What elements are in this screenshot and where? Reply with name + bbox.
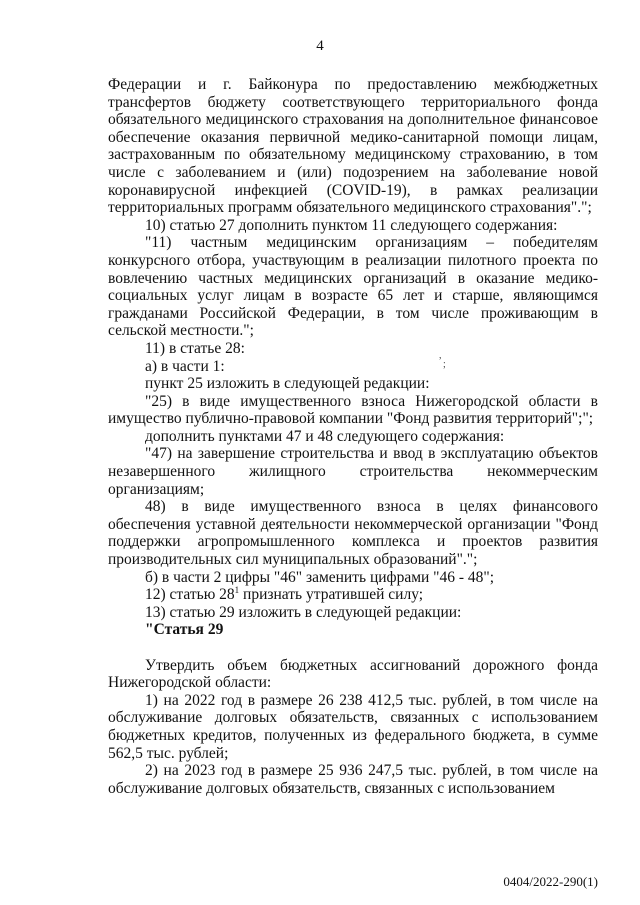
p12-after: признать утратившей силу; bbox=[239, 586, 424, 604]
superscript-1: 1 bbox=[234, 585, 240, 596]
amendments-block bbox=[108, 76, 598, 586]
page-number: 4 bbox=[316, 38, 324, 54]
article-29-body bbox=[108, 657, 598, 798]
document-code: 0404/2022-290(1) bbox=[503, 874, 598, 889]
blank-line bbox=[108, 639, 598, 657]
scan-mark: , bbox=[439, 350, 442, 361]
paragraph: Федерации и г. Байконура по предоставлению межбюджетных трансфертов бюджету соответствующего территориального фонда обязательного медицинского страхования на дополнительное финансовое обеспечение оказания первичной медико-санитарной помощи лицам, застрахованным по обязательному медицинскому страхованию, в том числе с заболеванием и (или) подозрением на заболевание новой коронавирусной инфекцией (COVID-19), в рамках реализации территориальных программ обязательного медицинского страхования"."; bbox=[108, 76, 598, 217]
paragraph: 1) на 2022 год в размере 26 238 412,5 тыс. рублей, в том числе на обслуживание долговых обязательств, связанных с использованием бюджетных кредитов, полученных из федерального бюджета, в сумме 562,5 тыс. рублей; bbox=[108, 691, 598, 762]
p12-before: 12) статью 28 bbox=[145, 586, 235, 604]
paragraph: 48) в виде имущественного взноса в целях финансового обеспечения уставной деятельности некоммерческой организации "Фонд поддержки агропромышленного комплекса и проектов развития производительных сил муниципальных образований"."; bbox=[108, 498, 598, 569]
paragraph: Утвердить объем бюджетных ассигнований дорожного фонда Нижегородской области: bbox=[108, 656, 598, 692]
paragraph: дополнить пунктами 47 и 48 следующего содержания: bbox=[145, 427, 505, 445]
scan-mark-2: ; bbox=[443, 359, 446, 370]
paragraph: а) в части 1: bbox=[145, 357, 225, 375]
paragraph: "11) частным медицинским организациям – победителям конкурсного отбора, участвующим в реализации пилотного проекта по вовлечению частных медицинских организаций в оказание медико-социальных услуг лицам в возрасте 65 лет и старше, являющимся гражданами Российской Федерации, в том числе проживающим в сельской местности."; bbox=[108, 234, 598, 340]
paragraph: 13) статью 29 изложить в следующей редакции: bbox=[145, 603, 462, 621]
paragraph: б) в части 2 цифры "46" заменить цифрами "46 - 48"; bbox=[145, 568, 495, 586]
paragraph: 11) в статье 28: bbox=[145, 339, 245, 357]
document-body bbox=[108, 76, 598, 797]
paragraph: 10) статью 27 дополнить пунктом 11 следующего содержания: bbox=[145, 216, 558, 234]
amendments-block-2 bbox=[108, 604, 598, 622]
paragraph: пункт 25 изложить в следующей редакции: bbox=[145, 375, 430, 393]
paragraph-item-12 bbox=[108, 586, 598, 604]
paragraph: "47) на завершение строительства и ввод в эксплуатацию объектов незавершенного жилищного строительства некоммерческим организациям; bbox=[108, 445, 598, 498]
paragraph: "25) в виде имущественного взноса Нижегородской области в имущество публично-правовой компании "Фонд развития территорий";"; bbox=[108, 392, 598, 428]
article-heading: "Статья 29 bbox=[145, 621, 224, 639]
paragraph: 2) на 2023 год в размере 25 936 247,5 тыс. рублей, в том числе на обслуживание долговых обязательств, связанных с использованием bbox=[108, 762, 598, 797]
